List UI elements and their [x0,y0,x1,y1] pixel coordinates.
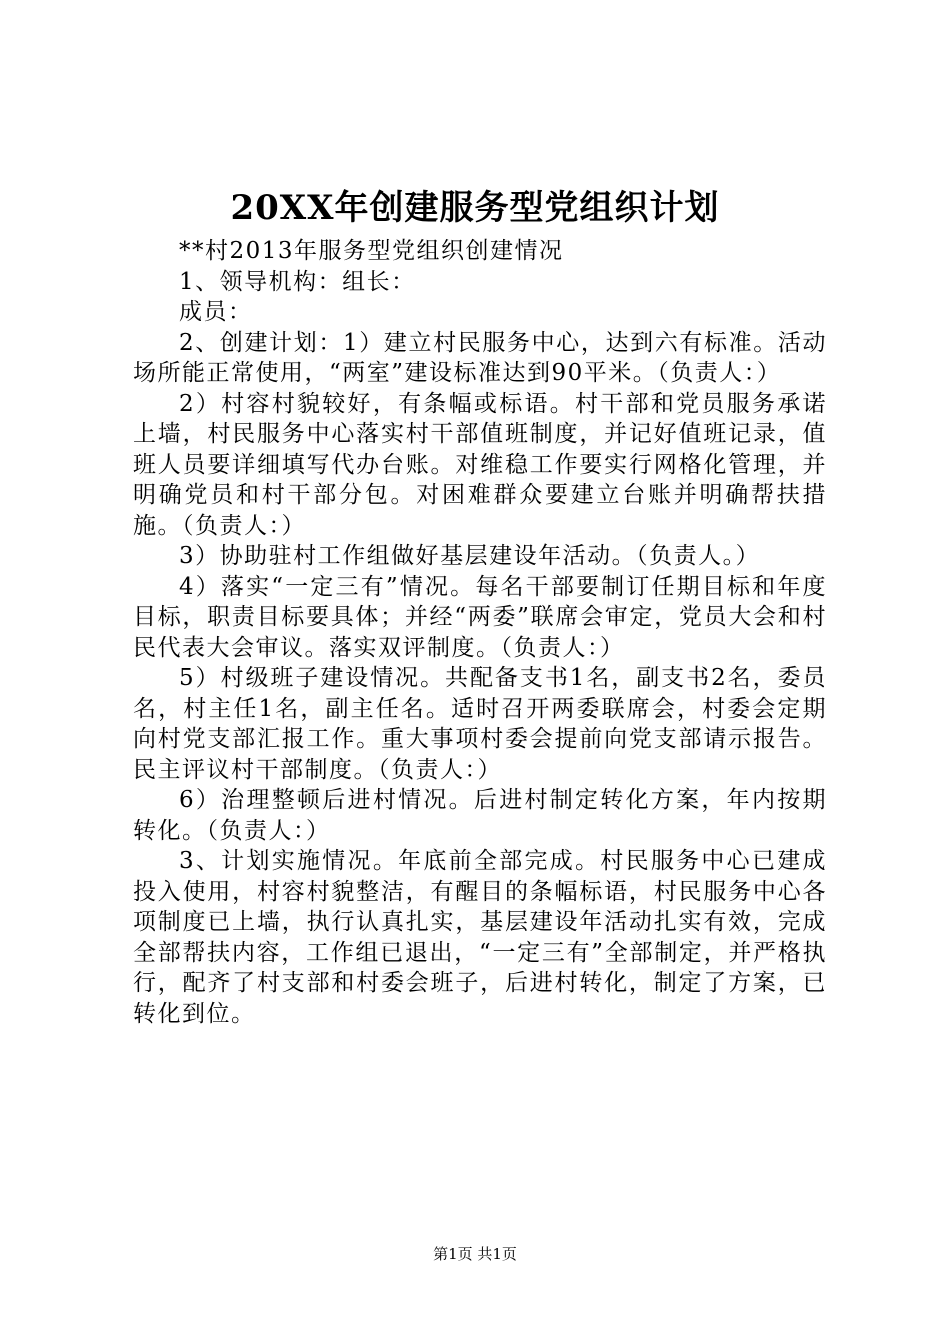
paragraph-implementation: 3、计划实施情况。年底前全部完成。村民服务中心已建成投入使用，村容村貌整洁，有醒目的条幅标语，村民服务中心各项制度已上墙，执行认真扎实，基层建设年活动扎实有效，完成全部帮扶内容，工作组已退出，“一定三有”全部制定，并严格执行，配齐了村支部和村委会班子，后进村转化，制定了方案，已转化到位。 [133,848,827,1027]
document-title: 20XX年创建服务型党组织计划 [230,188,720,228]
paragraph-plan-6: 6）治理整顿后进村情况。后进村制定转化方案，年内按期转化。（负责人：） [133,787,827,844]
paragraph-plan-4: 4）落实“一定三有”情况。每名干部要制订任期目标和年度目标，职责目标要具体；并经“两委”联席会审定，党员大会和村民代表大会审议。落实双评制度。（负责人：） [133,573,827,661]
page-number: 第1页 共1页 [433,1245,517,1263]
paragraph-plan-3: 3）协助驻村工作组做好基层建设年活动。（负责人。） [179,543,761,569]
paragraph-plan-5: 5）村级班子建设情况。共配备支书1名，副支书2名，委员名，村主任1名，副主任名。适时召开两委联席会，村委会定期向村党支部汇报工作。重大事项村委会提前向党支部请示报告。民主评议村干部制度。（负责人：） [133,665,827,783]
paragraph-heading: **村2013年服务型党组织创建情况 [179,238,564,264]
paragraph-leadership: 1、领导机构：组长： [179,268,416,295]
paragraph-members: 成员： [179,299,253,325]
paragraph-plan-2: 2）村容村貌较好，有条幅或标语。村干部和党员服务承诺上墙，村民服务中心落实村干部值班制度，并记好值班记录，值班人员要详细填写代办台账。对维稳工作要实行网格化管理，并明确党员和村干部分包。对困难群众要建立台账并明确帮扶措施。（负责人：） [133,390,827,539]
paragraph-plan-1: 2、创建计划：1）建立村民服务中心，达到六有标准。活动场所能正常使用，“两室”建设标准达到90平米。（负责人：） [133,329,827,386]
document-body [133,236,827,1029]
